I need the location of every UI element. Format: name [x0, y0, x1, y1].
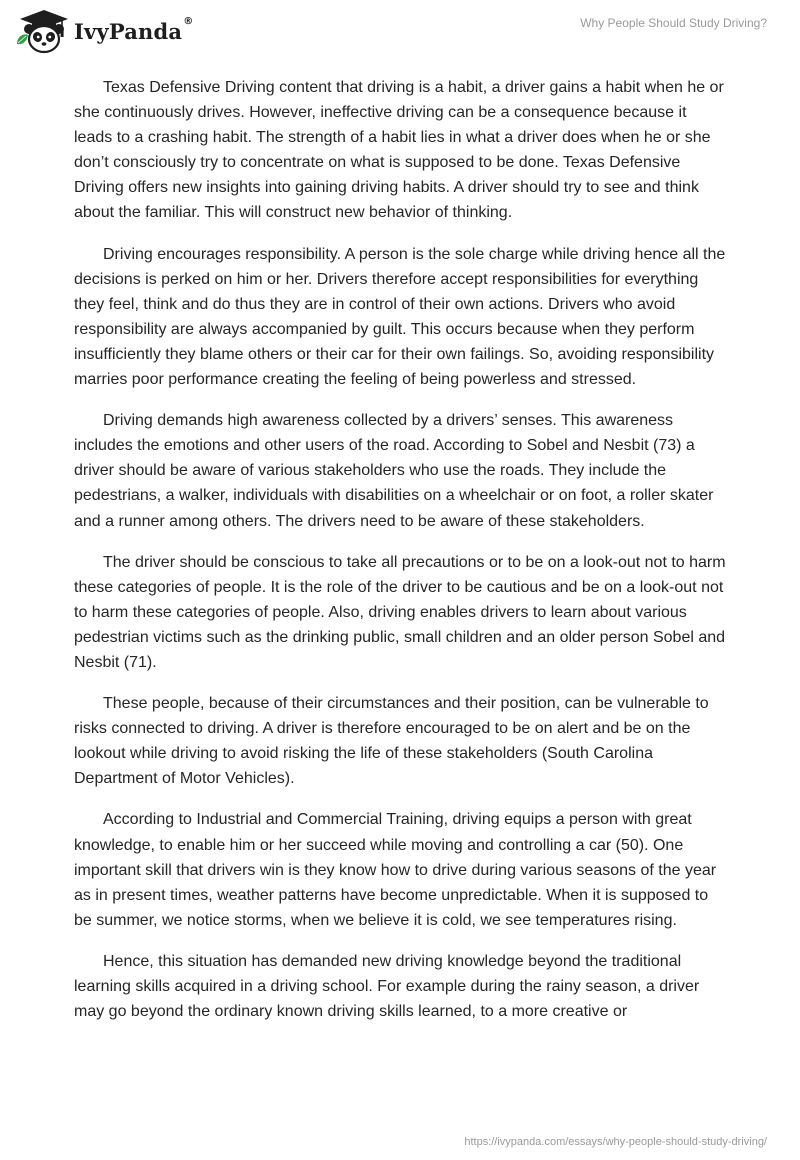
- paragraph: Texas Defensive Driving content that driving is a habit, a driver gains a habit when he or she continuously drives. However, ineffective driving can be a consequence because it leads to a crashing habit. The strength of a habit lies in what a driver does when he or she don’t consciously try to concentrate on what is supposed to be done. Texas Defensive Driving offers new insights into gaining driving habits. A driver should try to see and think about the familiar. This will construct new behavior of thinking.: [74, 79, 724, 222]
- paragraph: These people, because of their circumstances and their position, can be vulnerable to risks connected to driving. A driver is therefore encouraged to be on alert and be on the lookout while driving to avoid risking the life of these stakeholders (South Carolina Department of Motor Vehicles).: [74, 695, 709, 788]
- paragraph: The driver should be conscious to take all precautions or to be on a look-out not to harm these categories of people. It is the role of the driver to be cautious and be on a look-out not to harm these categories of people. Also, driving enables drivers to learn about various pedestrian victims such as the drinking public, small children and an older person Sobel and Nesbit (71).: [74, 553, 726, 671]
- paragraph: Driving encourages responsibility. A person is the sole charge while driving hence all the decisions is perked on him or her. Drivers therefore accept responsibilities for everything they feel, think and do thus they are in control of their own actions. Drivers who avoid responsibility are always accompanied by guilt. This occurs because when they perform insufficiently they blame others or their car for their own failings. So, avoiding responsibility marries poor performance creating the feeling of being powerless and stressed.: [74, 245, 726, 389]
- paragraph: Hence, this situation has demanded new driving knowledge beyond the traditional learning skills acquired in a driving school. For example during the rainy season, a driver may go beyond the ordinary known driving skills learned, to a more creative or: [74, 952, 700, 1021]
- paragraph: Driving demands high awareness collected by a drivers’ senses. This awareness includes the emotions and other users of the road. According to Sobel and Nesbit (73) a driver should be aware of various stakeholders who use the roads. They include the pedestrians, a walker, individuals with disabilities on a wheelchair or on foot, a roller skater and a runner among others. The drivers need to be aware of these stakeholders.: [74, 412, 714, 530]
- document-title: Why People Should Study Driving?: [580, 16, 767, 30]
- source-url-link[interactable]: https://ivypanda.com/essays/why-people-should-study-driving/: [464, 1136, 767, 1148]
- ivypanda-logo[interactable]: [14, 8, 193, 54]
- paragraph: According to Industrial and Commercial Training, driving equips a person with great knowledge, to enable him or her succeed while moving and controlling a car (50). One important skill that drivers win is they know how to drive during various seasons of the year as in present times, weather patterns have become unpredictable. When it is supposed to be summer, we notice storms, when we believe it is cold, we see temperatures rising.: [74, 811, 717, 929]
- page-header: [0, 0, 800, 64]
- logo-wordmark: IvyPanda®: [74, 15, 194, 44]
- panda-graduate-icon: [14, 8, 72, 54]
- registered-mark: ®: [183, 15, 194, 27]
- essay-body: [74, 75, 726, 1040]
